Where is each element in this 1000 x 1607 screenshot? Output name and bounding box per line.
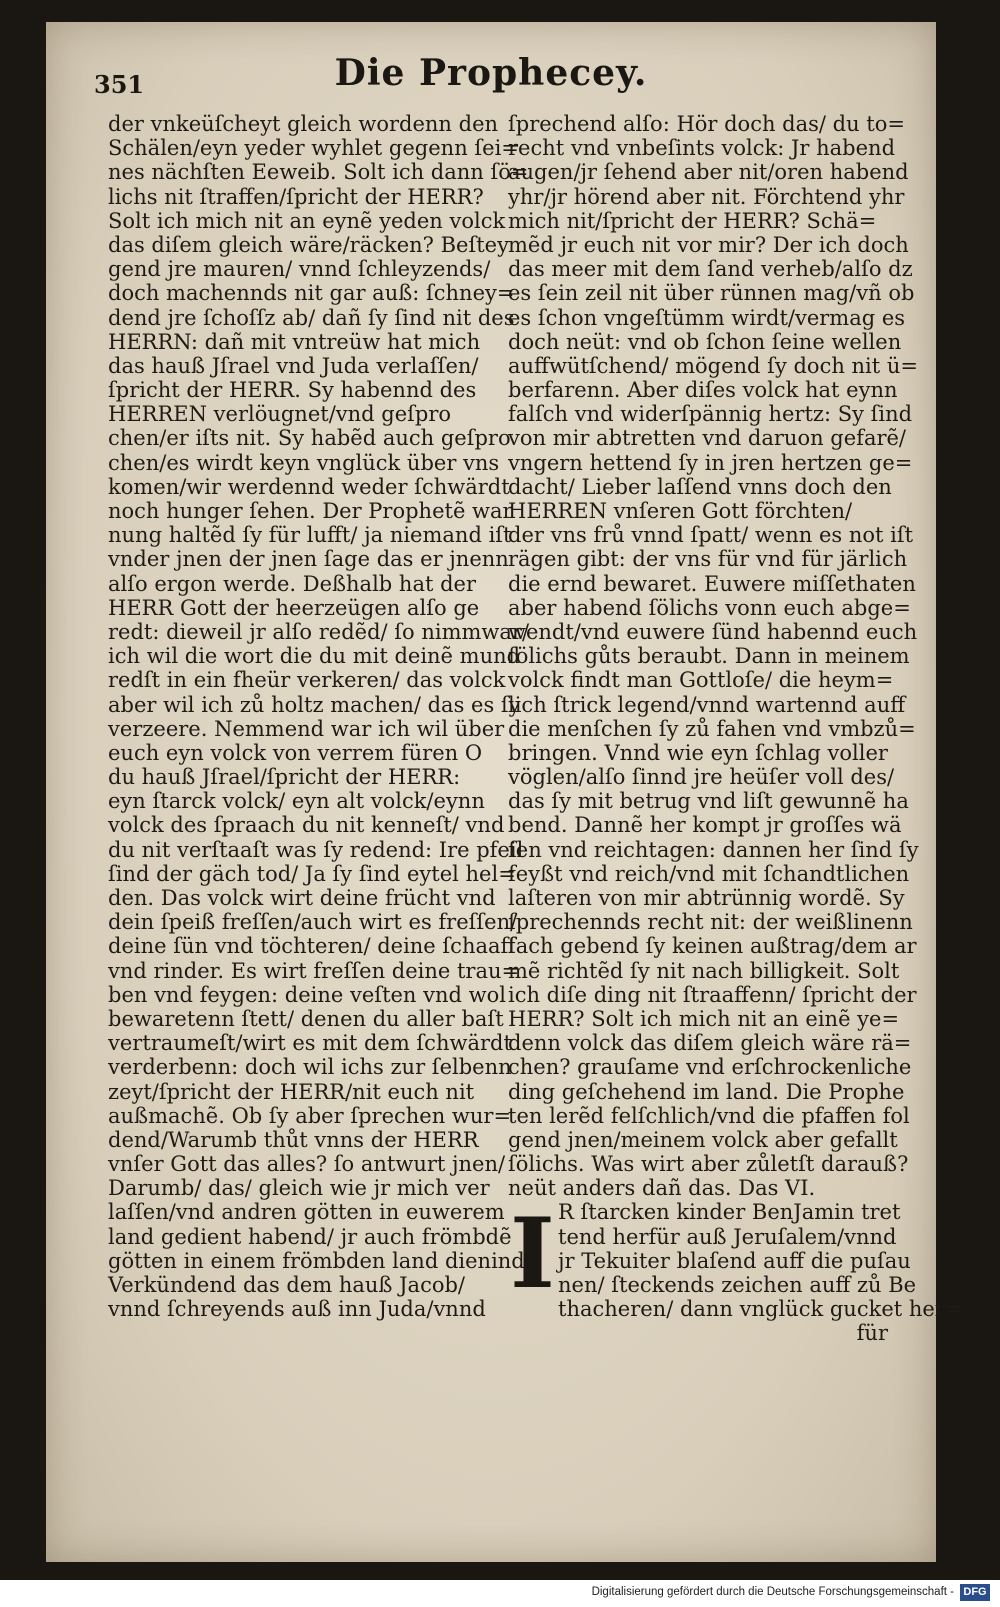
dfg-logo: DFG [960, 1584, 990, 1601]
text-line: land gedient habend/ jr auch frömbdẽ [108, 1224, 512, 1249]
text-line: HERR? Solt ich mich nit an einẽ ye= [508, 1006, 900, 1031]
text-line: zeyt/ſpricht der HERR/nit euch nit [108, 1079, 475, 1104]
text-line: komen/wir werdennd weder ſchwärdt [108, 474, 510, 499]
text-line: ſind der gäch tod/ Ja ſy ſind eytel hel= [108, 861, 516, 886]
text-line: vnſer Gott das alles? ſo antwurt jnen/ [108, 1152, 506, 1177]
text-line: doch machennds nit gar auß: ſchney= [108, 281, 515, 306]
text-line: nung haltẽd ſy für lufft/ ja niemand iſt [108, 523, 512, 548]
text-line: von mir abtretten vnd daruon gefarẽ/ [508, 426, 907, 451]
text-line: nen/ ſteckends zeichen auff zů Be [558, 1273, 917, 1297]
text-line: thacheren/ dann vnglück gucket her= [558, 1297, 963, 1322]
text-line: doch neüt: vnd ob ſchon ſeine wellen [508, 329, 902, 354]
text-line: gend jnen/meinem volck aber gefallt [508, 1127, 898, 1152]
text-line: du hauß Jſrael/ſpricht der HERR: [108, 765, 461, 790]
text-line: Schälen/eyn yeder wyhlet gegenn ſei= [108, 136, 519, 161]
text-line: HERREN vnſeren Gott förchten/ [508, 499, 853, 523]
digitization-footer [0, 1580, 1000, 1607]
text-line: es ſchon vngeſtümm wirdt/vermag es [508, 305, 906, 330]
text-line: ding geſchehend im land. Die Prophe [508, 1079, 905, 1104]
text-line: vertraumeſt/wirt es mit dem ſchwärdt [108, 1031, 512, 1056]
text-line: ten lerẽd felſchlich/vnd die pfaffen fol [508, 1103, 910, 1128]
catchword: für [856, 1321, 888, 1346]
text-line: redt: dieweil jr alſo redẽd/ ſo nimmwar/ [108, 619, 530, 644]
text-line: ich wil die wort die du mit deinẽ mund [108, 644, 521, 669]
text-line: denn volck das diſem gleich wäre rä= [508, 1031, 912, 1056]
text-line: dend/Warumb thůt vnns der HERR [108, 1127, 479, 1152]
chapter-text [508, 1197, 963, 1322]
text-line: chen/er iſts nit. Sy habẽd auch geſpro [108, 426, 511, 451]
text-line: es ſein zeil nit über rünnen mag/vñ ob [508, 281, 915, 306]
text-line: ben vnd feygen: deine veſten vnd wol [108, 982, 506, 1007]
text-line: vöglen/alſo ſinnd jre heüſer voll des/ [508, 765, 895, 790]
text-line: götten in einem frömbden land dienind. [108, 1248, 532, 1273]
left-text-column [108, 112, 532, 1322]
text-line: berfarenn. Aber diſes volck hat eynn [508, 378, 898, 403]
text-line: volck des ſpraach du nit kenneſt/ vnd [108, 813, 505, 838]
text-line: chen? grauſame vnd erſchrockenliche [508, 1055, 912, 1080]
text-line: ſölichs gůts beraubt. Dann in meinem [508, 644, 910, 669]
text-line: noch hunger ſehen. Der Prophetẽ war [108, 499, 513, 523]
text-line: eyn ſtarck volck/ eyn alt volck/eynn [108, 789, 485, 814]
text-line: euch eyn volck von verrem füren O [108, 740, 483, 765]
text-line: laſſen/vnd andren götten in euwerem [108, 1200, 505, 1225]
text-line: redſt in ein fheür verkeren/ das volck [108, 668, 506, 693]
text-line: das hauß Jſrael vnd Juda verlaſſen/ [108, 353, 479, 378]
text-line: alſo ergon werde. Deßhalb hat der [108, 571, 476, 596]
text-line: ſprechend alſo: Hör doch das/ du to= [508, 112, 905, 136]
text-line: verzeere. Nemmend war ich wil über [108, 716, 505, 741]
text-line: gend jre mauren/ vnnd ſchleyzends/ [108, 257, 491, 282]
text-line: du nit verſtaaſt was ſy redend: Ire pfeil [108, 837, 524, 862]
text-line: rägen gibt: der vns für vnd für järlich [508, 547, 908, 572]
text-line: HERR Gott der heerzeügen alſo ge [108, 595, 480, 620]
text-line: recht vnd vnbeſints volck: Jr habend [508, 136, 896, 161]
text-line: die menſchen ſy zů fahen vnd vmbzů= [508, 716, 916, 741]
text-line: der vns frů vnnd ſpatt/ wenn es not iſt [508, 523, 914, 548]
drop-cap-initial: I [510, 1197, 555, 1311]
chapter-opening [508, 1197, 963, 1346]
text-line: augen/jr ſehend aber nit/oren habend [508, 160, 909, 185]
right-column-body [508, 112, 919, 1201]
text-line: tend herfür auß Jeruſalem/vnnd [558, 1224, 897, 1249]
text-line: Verkündend das dem hauß Jacob/ [108, 1273, 465, 1297]
text-line: vnder jnen der jnen ſage das er jnenn [108, 547, 509, 572]
text-line: vnd rinder. Es wirt freſſen deine trau= [108, 958, 520, 983]
text-line: dacht/ Lieber laſſend vnns doch den [508, 474, 892, 499]
text-line: bringen. Vnnd wie eyn ſchlag voller [508, 740, 888, 765]
text-line: HERRN: dañ mit vntreüw hat mich [108, 329, 481, 354]
page-header [46, 52, 936, 102]
text-line: jr Tekuiter blaſend auff die puſau [558, 1248, 911, 1273]
text-line: der vnkeüſcheyt gleich wordenn den [108, 112, 499, 136]
text-line: laſteren von mir abtrünnig wordẽ. Sy [508, 886, 905, 910]
text-line: aber wil ich zů holtz machen/ das es ſy [108, 692, 521, 717]
text-line: dend jre ſchoſſz ab/ dañ ſy ſind nit des [108, 305, 515, 330]
text-line: mẽd jr euch nit vor mir? Der ich doch [508, 232, 909, 257]
text-line: neüt anders dañ das. Das VI. [508, 1176, 816, 1201]
text-line: volck findt man Gottloſe/ die heym= [508, 668, 894, 693]
text-line: lich ſtrick legend/vnnd wartennd auff [508, 692, 906, 717]
text-line: vngern hettend ſy in jren hertzen ge= [508, 450, 913, 475]
text-line: falſch vnd widerſpännig hertz: Sy ſind [508, 402, 913, 427]
text-line: verderbenn: doch wil ichs zur ſelbenn [108, 1055, 512, 1080]
text-line: deine ſün vnd töchteren/ deine ſchaaff [108, 934, 516, 959]
text-line: HERREN verlöugnet/vnd geſpro [108, 402, 452, 427]
text-line: bend. Dannẽ her kompt jr groſſes wä [508, 813, 902, 838]
book-page [46, 22, 963, 1562]
text-line: Solt ich mich nit an eynẽ yeden volck [108, 208, 506, 233]
text-line: außmachẽ. Ob ſy aber ſprechen wur= [108, 1103, 512, 1128]
text-line: lichs nit ſtraffen/ſpricht der HERR? [108, 184, 484, 209]
text-line: vnnd ſchreyends auß inn Juda/vnnd [108, 1297, 486, 1322]
text-line: ſölichs. Was wirt aber zůletſt darauß? [508, 1152, 909, 1177]
text-line: den. Das volck wirt deine frücht vnd [108, 886, 496, 910]
text-line: feyßt vnd reich/vnd mit ſchandtlichen [508, 861, 910, 886]
text-line: das meer mit dem ſand verheb/alſo dz [508, 257, 913, 282]
text-line: ich diſe ding nit ſtraaffenn/ ſpricht der [508, 982, 917, 1007]
text-line: yhr/jr hörend aber nit. Förchtend yhr [508, 184, 905, 209]
text-line: aber habend ſölichs vonn euch abge= [508, 595, 911, 620]
text-line: Darumb/ das/ gleich wie jr mich ver [108, 1176, 490, 1201]
text-line: die ernd bewaret. Euwere miſſethaten [508, 571, 916, 596]
text-line: mich nit/ſpricht der HERR? Schä= [508, 208, 877, 233]
text-line: chen/es wirdt keyn vnglück über vns [108, 450, 500, 475]
text-line: bewaretenn ſtett/ denen du aller baſt [108, 1006, 504, 1031]
text-line: ſprechennds recht nit: der weißlinenn [508, 910, 913, 935]
text-line: ſen vnd reichtagen: dannen her ſind ſy [508, 837, 919, 862]
text-line: mẽ richtẽd ſy nit nach billigkeit. Solt [508, 958, 900, 983]
running-title: Die Prophecey. [334, 52, 648, 94]
text-line: ſpricht der HERR. Sy habennd des [108, 378, 477, 403]
text-line: R ſtarcken kinder BenJamin tret [558, 1200, 901, 1225]
text-line: das diſem gleich wäre/räcken? Beſtey [108, 232, 509, 257]
page-number: 351 [94, 70, 145, 99]
text-line: wendt/vnd euwere ſünd habennd euch [508, 619, 918, 644]
text-line: auffwütſchend/ mögend ſy doch nit ü= [508, 353, 919, 378]
text-line: dein ſpeiß freſſen/auch wirt es freſſen/ [108, 910, 518, 935]
text-line: ſach gebend ſy keinen außtrag/dem ar [508, 934, 917, 959]
text-line: nes nächſten Eeweib. Solt ich dann ſö= [108, 160, 529, 185]
text-line: das ſy mit betrug vnd liſt gewunnẽ ha [508, 789, 909, 814]
funding-credit: Digitalisierung gefördert durch die Deutsche Forschungsgemeinschaft - [591, 1586, 954, 1598]
right-text-column [508, 112, 963, 1346]
